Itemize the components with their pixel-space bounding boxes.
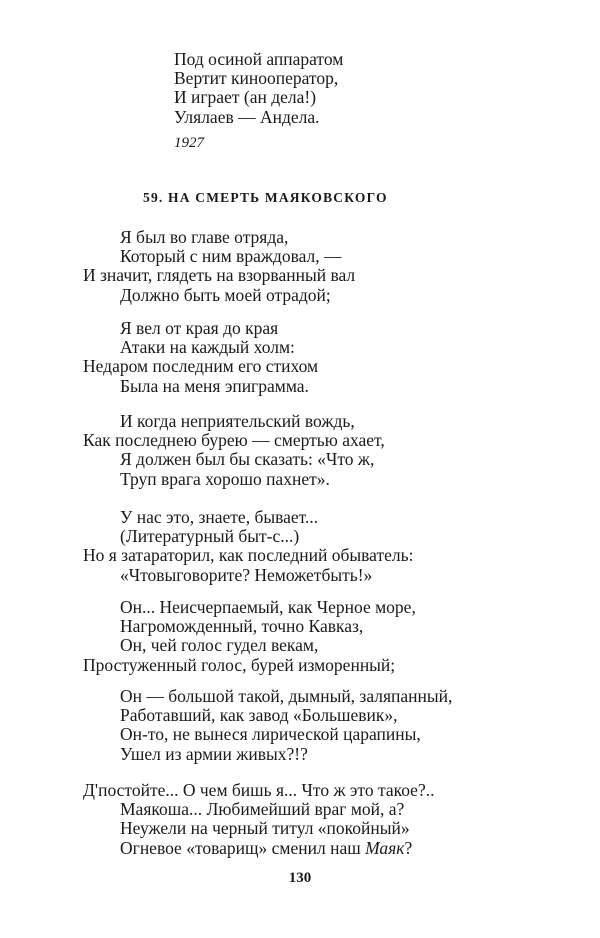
- stanza: [83, 228, 355, 305]
- verse-line: Под осиной аппаратом: [174, 49, 344, 69]
- verse-line: Он... Неисчерпаемый, как Черное море,: [120, 597, 416, 617]
- verse-line: Была на меня эпиграмма.: [120, 375, 309, 396]
- verse-line: «Чтовыговорите? Неможетбыть!»: [120, 564, 373, 585]
- verse-line: Маякоша... Любимейший враг мой, а?: [120, 799, 405, 820]
- verse-line: Он, чей голос гудел векам,: [120, 635, 319, 656]
- verse-line: Как последнею бурею — смертью ахает,: [83, 430, 385, 451]
- stanza: [83, 781, 434, 858]
- verse-line: Простуженный голос, бурей изморенный;: [83, 654, 396, 675]
- stanza: [83, 508, 413, 585]
- verse-line: У нас это, знаете, бывает...: [120, 507, 319, 527]
- verse-line: Нагроможденный, точно Кавказ,: [120, 616, 364, 637]
- stanza: [83, 598, 416, 675]
- verse-line: Недаром последним его стихом: [83, 356, 319, 377]
- stanza: [83, 687, 452, 764]
- poem-title: 59. НА СМЕРТЬ МАЯКОВСКОГО: [143, 190, 388, 205]
- stanza: [83, 319, 318, 396]
- verse-line: И играет (ан дела!): [174, 87, 317, 108]
- poem-date: 1927: [174, 135, 204, 151]
- verse-line: Он — большой такой, дымный, заляпанный,: [120, 686, 453, 706]
- verse-line: И когда неприятельский вождь,: [120, 411, 355, 431]
- verse-line: Но я затараторил, как последний обыватель:: [83, 545, 414, 566]
- verse-line: Атаки на каждый холм:: [120, 337, 295, 358]
- verse-line: Который с ним враждовал, —: [120, 246, 342, 267]
- verse-line: Улялаев — Андела.: [174, 106, 320, 127]
- verse-line: (Литературный быт-с...): [120, 526, 300, 547]
- verse-line: Работавший, как завод «Большевик»,: [120, 705, 398, 726]
- verse-line: Вертит кинооператор,: [174, 68, 339, 89]
- stanza: [83, 412, 385, 489]
- verse-line: И значит, глядеть на взорванный вал: [83, 265, 356, 286]
- verse-line: Труп врага хорошо пахнет».: [120, 468, 330, 489]
- verse-line: Я вел от края до края: [120, 318, 279, 338]
- verse-line: Он-то, не вынеся лирической царапины,: [120, 724, 421, 745]
- verse-line: Я должен был бы сказать: «Что ж,: [120, 449, 375, 470]
- page-number: 130: [288, 870, 312, 886]
- italic-word: Маяк: [365, 837, 405, 858]
- verse-line: Должно быть моей отрадой;: [120, 284, 331, 305]
- verse-text: Огневое «товарищ» сменил наш: [120, 837, 366, 858]
- verse-line: [83, 839, 434, 858]
- verse-line: Д'постойте... О чем бишь я... Что ж это такое?..: [83, 780, 435, 800]
- previous-poem-ending: [174, 50, 343, 127]
- verse-line: Неужели на черный титул «покойный»: [120, 818, 410, 839]
- verse-line: Я был во главе отряда,: [120, 227, 289, 247]
- verse-text: ?: [404, 837, 413, 858]
- verse-line: Ушел из армии живых?!?: [120, 743, 308, 764]
